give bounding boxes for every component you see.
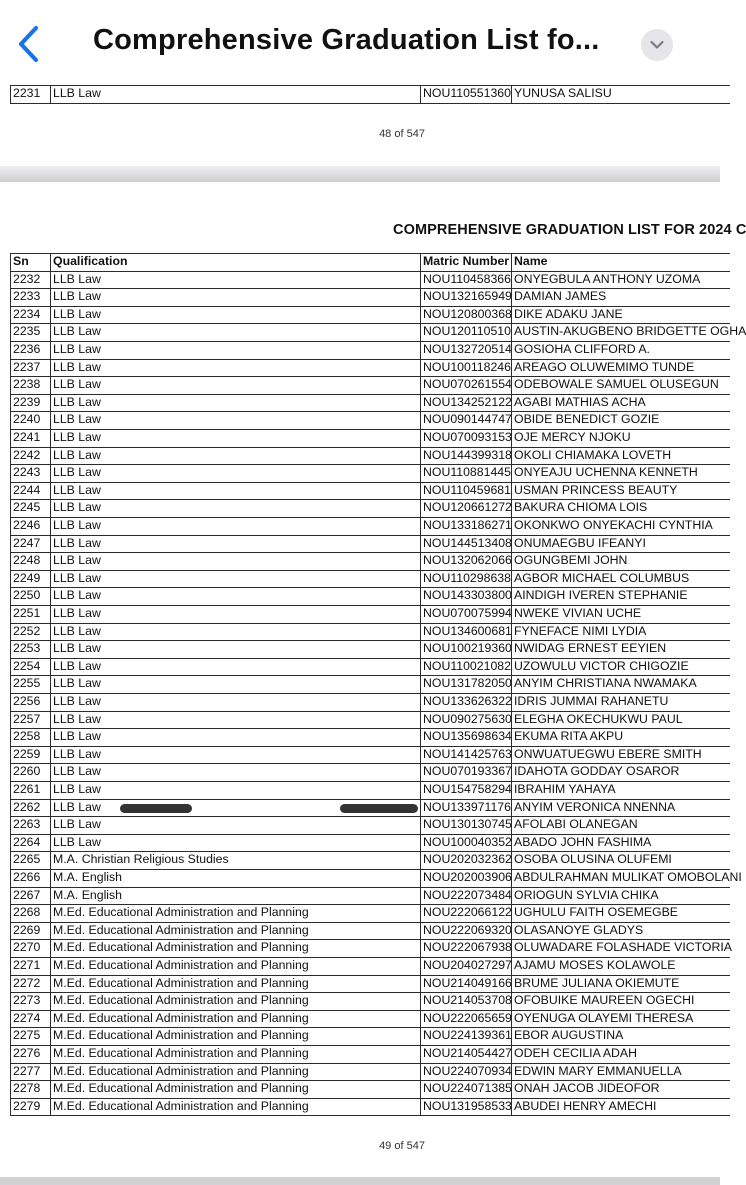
table-header-row [10,253,730,271]
table-row [10,359,730,377]
matric-number-cell: NOU133626322 [420,693,511,711]
qualification-cell: M.Ed. Educational Administration and Planning [50,975,420,993]
sn-cell: 2239 [10,394,50,412]
name-cell: ODEBOWALE SAMUEL OLUSEGUN [511,376,730,394]
qualification-cell: LLB Law [50,359,420,377]
pdf-page-49 [0,182,746,1177]
name-cell: ONAH JACOB JIDEOFOR [511,1080,730,1098]
name-cell: USMAN PRINCESS BEAUTY [511,482,730,500]
name-cell: EDWIN MARY EMMANUELLA [511,1063,730,1081]
matric-number-cell: NOU100118246 [420,359,511,377]
table-row [10,992,730,1010]
sn-cell: 2256 [10,693,50,711]
sn-cell: 2247 [10,535,50,553]
name-cell: OLUWADARE FOLASHADE VICTORIA [511,939,730,957]
sn-cell: 2244 [10,482,50,500]
name-cell: DIKE ADAKU JANE [511,306,730,324]
matric-number-cell: NOU214053708 [420,992,511,1010]
table-row [10,271,730,289]
table-row [10,464,730,482]
table-row [10,693,730,711]
qualification-cell: LLB Law [50,535,420,553]
sn-cell: 2259 [10,746,50,764]
name-cell: ABADO JOHN FASHIMA [511,834,730,852]
qualification-cell: M.Ed. Educational Administration and Planning [50,992,420,1010]
name-cell: AUSTIN-AKUGBENO BRIDGETTE OGHA [511,323,730,341]
table-row [10,640,730,658]
table-row [10,535,730,553]
matric-number-cell: NOU100040352 [420,834,511,852]
name-cell: OGUNGBEMI JOHN [511,552,730,570]
name-cell: OKONKWO ONYEKACHI CYNTHIA [511,517,730,535]
sn-cell: 2243 [10,464,50,482]
table-row [10,85,730,103]
name-cell: EKUMA RITA AKPU [511,728,730,746]
qualification-cell: M.Ed. Educational Administration and Planning [50,1080,420,1098]
table-row [10,587,730,605]
table-row [10,517,730,535]
name-cell: BAKURA CHIOMA LOIS [511,499,730,517]
qualification-cell: M.Ed. Educational Administration and Planning [50,1010,420,1028]
table-row [10,869,742,887]
redaction-mark [120,804,192,813]
matric-number-cell: NOU144399318 [420,447,511,465]
table-row [10,394,730,412]
matric-number-cell: NOU110298638 [420,570,511,588]
name-cell: ABUDEI HENRY AMECHI [511,1098,730,1116]
name-cell: IDRIS JUMMAI RAHANETU [511,693,730,711]
name-cell: YUNUSA SALISU [511,85,730,103]
table-row [10,658,730,676]
table-row [10,570,730,588]
name-cell: FYNEFACE NIMI LYDIA [511,623,730,641]
table-row [10,728,730,746]
table-row [10,1098,730,1116]
matric-number-cell: NOU202003906 [420,869,511,887]
sn-cell: 2263 [10,816,50,834]
qualification-cell: M.A. English [50,869,420,887]
name-cell: OLASANOYE GLADYS [511,922,730,940]
qualification-cell: LLB Law [50,675,420,693]
sn-cell: 2237 [10,359,50,377]
qualification-cell: LLB Law [50,376,420,394]
sn-cell: 2231 [10,85,50,103]
qualification-cell: LLB Law [50,429,420,447]
matric-number-cell: NOU110459681 [420,482,511,500]
matric-number-cell: NOU222069320 [420,922,511,940]
sn-cell: 2242 [10,447,50,465]
matric-number-cell: NOU154758294 [420,781,511,799]
name-cell: ANYIM VERONICA NNENNA [511,799,730,817]
name-cell: NWEKE VIVIAN UCHE [511,605,730,623]
sn-cell: 2274 [10,1010,50,1028]
name-cell: ONYEGBULA ANTHONY UZOMA [511,271,730,289]
matric-number-cell: NOU222073484 [420,887,511,905]
table-row [10,781,730,799]
name-cell: ANYIM CHRISTIANA NWAMAKA [511,675,730,693]
qualification-cell: M.A. Christian Religious Studies [50,851,420,869]
sn-column-header: Sn [10,253,50,271]
matric-number-cell: NOU135698634 [420,728,511,746]
table-row [10,623,730,641]
table-row [10,411,730,429]
sn-cell: 2252 [10,623,50,641]
name-cell: IDAHOTA GODDAY OSAROR [511,763,730,781]
sn-cell: 2273 [10,992,50,1010]
name-cell: EBOR AUGUSTINA [511,1027,730,1045]
table-row [10,1027,730,1045]
name-cell: OKOLI CHIAMAKA LOVETH [511,447,730,465]
qualification-cell: LLB Law [50,763,420,781]
name-cell: ELEGHA OKECHUKWU PAUL [511,711,730,729]
qualification-cell: LLB Law [50,799,420,817]
matric-number-cell: NOU070193367 [420,763,511,781]
qualification-cell: M.Ed. Educational Administration and Planning [50,1063,420,1081]
qualification-cell: LLB Law [50,570,420,588]
page-number: 48 of 547 [379,128,425,140]
table-row [10,482,730,500]
qualification-cell: LLB Law [50,499,420,517]
sn-cell: 2258 [10,728,50,746]
matric-number-cell: NOU132062066 [420,552,511,570]
matric-number-cell: NOU070075994 [420,605,511,623]
matric-number-cell: NOU120110510 [420,323,511,341]
qualification-cell: M.Ed. Educational Administration and Planning [50,957,420,975]
sn-cell: 2278 [10,1080,50,1098]
sn-cell: 2255 [10,675,50,693]
name-cell: BRUME JULIANA OKIEMUTE [511,975,730,993]
qualification-cell: M.Ed. Educational Administration and Planning [50,922,420,940]
name-cell: UGHULU FAITH OSEMEGBE [511,904,730,922]
matric-number-cell: NOU132720514 [420,341,511,359]
table-row [10,1063,730,1081]
matric-number-cell: NOU133971176 [420,799,511,817]
qualification-cell: LLB Law [50,746,420,764]
qualification-cell: LLB Law [50,693,420,711]
qualification-cell: LLB Law [50,623,420,641]
qualification-cell: LLB Law [50,816,420,834]
sn-cell: 2250 [10,587,50,605]
matric-number-cell: NOU070093153 [420,429,511,447]
table-row [10,1010,730,1028]
name-cell: AJAMU MOSES KOLAWOLE [511,957,730,975]
table-row [10,605,730,623]
qualification-cell: LLB Law [50,85,420,103]
qualification-cell: M.Ed. Educational Administration and Planning [50,1027,420,1045]
matric-number-cell: NOU143303800 [420,587,511,605]
sn-cell: 2235 [10,323,50,341]
qualification-cell: M.Ed. Educational Administration and Planning [50,1045,420,1063]
qualification-cell: LLB Law [50,711,420,729]
sn-cell: 2236 [10,341,50,359]
sn-cell: 2276 [10,1045,50,1063]
sn-cell: 2234 [10,306,50,324]
qualification-cell: LLB Law [50,728,420,746]
name-column-header: Name [511,253,730,271]
name-cell: DAMIAN JAMES [511,288,730,306]
document-title: Comprehensive Graduation List fo... [93,24,600,56]
table-row [10,834,730,852]
name-cell: OBIDE BENEDICT GOZIE [511,411,730,429]
qualification-column-header: Qualification [50,253,420,271]
name-cell: ORIOGUN SYLVIA CHIKA [511,887,730,905]
sn-cell: 2261 [10,781,50,799]
sn-cell: 2232 [10,271,50,289]
name-cell: ONWUATUEGWU EBERE SMITH [511,746,730,764]
qualification-cell: LLB Law [50,464,420,482]
matric-number-cell: NOU134252122 [420,394,511,412]
sn-cell: 2233 [10,288,50,306]
sn-cell: 2260 [10,763,50,781]
name-cell: AREAGO OLUWEMIMO TUNDE [511,359,730,377]
matric-number-cell: NOU141425763 [420,746,511,764]
sn-cell: 2249 [10,570,50,588]
sn-cell: 2268 [10,904,50,922]
sn-cell: 2254 [10,658,50,676]
name-cell: OJE MERCY NJOKU [511,429,730,447]
chevron-left-icon [10,22,50,66]
name-cell: ONUMAEGBU IFEANYI [511,535,730,553]
table-rule [10,103,730,104]
matric-number-cell: NOU133186271 [420,517,511,535]
qualification-cell: LLB Law [50,781,420,799]
matric-number-cell: NOU224139361 [420,1027,511,1045]
name-cell: GOSIOHA CLIFFORD A. [511,341,730,359]
sn-cell: 2245 [10,499,50,517]
matric-number-cell: NOU130130745 [420,816,511,834]
sn-cell: 2241 [10,429,50,447]
matric-number-cell: NOU224071385 [420,1080,511,1098]
table-row [10,552,730,570]
qualification-cell: LLB Law [50,411,420,429]
table-row [10,675,730,693]
title-menu-button[interactable] [641,29,673,61]
name-cell: ONYEAJU UCHENNA KENNETH [511,464,730,482]
sn-cell: 2248 [10,552,50,570]
name-cell: AINDIGH IVEREN STEPHANIE [511,587,730,605]
page-number: 49 of 547 [379,1140,425,1152]
sn-cell: 2257 [10,711,50,729]
qualification-cell: LLB Law [50,605,420,623]
sn-cell: 2275 [10,1027,50,1045]
matric-number-cell: NOU110881445 [420,464,511,482]
sn-cell: 2262 [10,799,50,817]
name-cell: UZOWULU VICTOR CHIGOZIE [511,658,730,676]
pdf-page-48 [0,80,720,168]
qualification-cell: LLB Law [50,288,420,306]
sn-cell: 2279 [10,1098,50,1116]
sn-cell: 2272 [10,975,50,993]
sn-cell: 2246 [10,517,50,535]
qualification-cell: LLB Law [50,341,420,359]
table-row [10,711,730,729]
qualification-cell: LLB Law [50,658,420,676]
table-row [10,922,730,940]
matric-number-cell: NOU110551360 [420,85,511,103]
sn-cell: 2240 [10,411,50,429]
matric-number-cell: NOU120800368 [420,306,511,324]
sn-cell: 2238 [10,376,50,394]
table-row [10,341,730,359]
name-cell: IBRAHIM YAHAYA [511,781,730,799]
qualification-cell: LLB Law [50,640,420,658]
qualification-cell: LLB Law [50,394,420,412]
sn-cell: 2277 [10,1063,50,1081]
name-cell: AGBOR MICHAEL COLUMBUS [511,570,730,588]
matric-number-cell: NOU090144747 [420,411,511,429]
qualification-cell: LLB Law [50,306,420,324]
table-row [10,306,730,324]
matric-number-cell: NOU110458366 [420,271,511,289]
table-row [10,763,730,781]
table-row [10,816,730,834]
back-button[interactable] [10,22,50,66]
matric-number-cell: NOU224070934 [420,1063,511,1081]
qualification-cell: LLB Law [50,587,420,605]
matric-number-cell: NOU222067938 [420,939,511,957]
matric-number-cell: NOU110021082 [420,658,511,676]
matric-number-cell: NOU134600681 [420,623,511,641]
chevron-down-icon [650,40,664,50]
matric-number-cell: NOU222066122 [420,904,511,922]
table-row [10,429,730,447]
report-title: COMPREHENSIVE GRADUATION LIST FOR 2024 C [393,222,746,238]
table-row [10,975,730,993]
matric-number-cell: NOU070261554 [420,376,511,394]
matric-number-cell: NOU214054427 [420,1045,511,1063]
table-row [10,447,730,465]
table-row [10,376,730,394]
name-cell: ODEH CECILIA ADAH [511,1045,730,1063]
table-row [10,1080,730,1098]
sn-cell: 2251 [10,605,50,623]
qualification-cell: LLB Law [50,552,420,570]
sn-cell: 2264 [10,834,50,852]
qualification-cell: M.Ed. Educational Administration and Planning [50,939,420,957]
matric-number-cell: NOU204027297 [420,957,511,975]
matric-number-column-header: Matric Number [420,253,511,271]
matric-number-cell: NOU090275630 [420,711,511,729]
sn-cell: 2269 [10,922,50,940]
sn-cell: 2253 [10,640,50,658]
qualification-cell: LLB Law [50,447,420,465]
page-separator [0,166,720,182]
qualification-cell: LLB Law [50,482,420,500]
name-cell: OFOBUIKE MAUREEN OGECHI [511,992,730,1010]
redaction-mark [340,804,418,813]
navigation-bar [0,0,720,80]
table-row [10,887,730,905]
matric-number-cell: NOU132165949 [420,288,511,306]
matric-number-cell: NOU222065659 [420,1010,511,1028]
matric-number-cell: NOU100219360 [420,640,511,658]
sn-cell: 2267 [10,887,50,905]
qualification-cell: M.Ed. Educational Administration and Planning [50,904,420,922]
name-cell: OYENUGA OLAYEMI THERESA [511,1010,730,1028]
table-row [10,851,730,869]
table-rule [10,1115,730,1116]
matric-number-cell: NOU144513408 [420,535,511,553]
table-row [10,499,730,517]
matric-number-cell: NOU131782050 [420,675,511,693]
table-row [10,288,730,306]
name-cell: OSOBA OLUSINA OLUFEMI [511,851,730,869]
qualification-cell: M.A. English [50,887,420,905]
qualification-cell: LLB Law [50,323,420,341]
name-cell: AFOLABI OLANEGAN [511,816,730,834]
table-row [10,957,730,975]
name-cell: NWIDAG ERNEST EEYIEN [511,640,730,658]
qualification-cell: LLB Law [50,517,420,535]
matric-number-cell: NOU214049166 [420,975,511,993]
table-row [10,904,730,922]
page-separator [0,1177,720,1185]
name-cell: ABDULRAHMAN MULIKAT OMOBOLANI [511,869,730,887]
sn-cell: 2266 [10,869,50,887]
sn-cell: 2270 [10,939,50,957]
sn-cell: 2265 [10,851,50,869]
matric-number-cell: NOU202032362 [420,851,511,869]
table-row [10,939,730,957]
table-row [10,323,746,341]
table-row [10,746,730,764]
table-row [10,1045,730,1063]
sn-cell: 2271 [10,957,50,975]
qualification-cell: M.Ed. Educational Administration and Planning [50,1098,420,1116]
qualification-cell: LLB Law [50,834,420,852]
qualification-cell: LLB Law [50,271,420,289]
name-cell: AGABI MATHIAS ACHA [511,394,730,412]
matric-number-cell: NOU131958533 [420,1098,511,1116]
matric-number-cell: NOU120661272 [420,499,511,517]
